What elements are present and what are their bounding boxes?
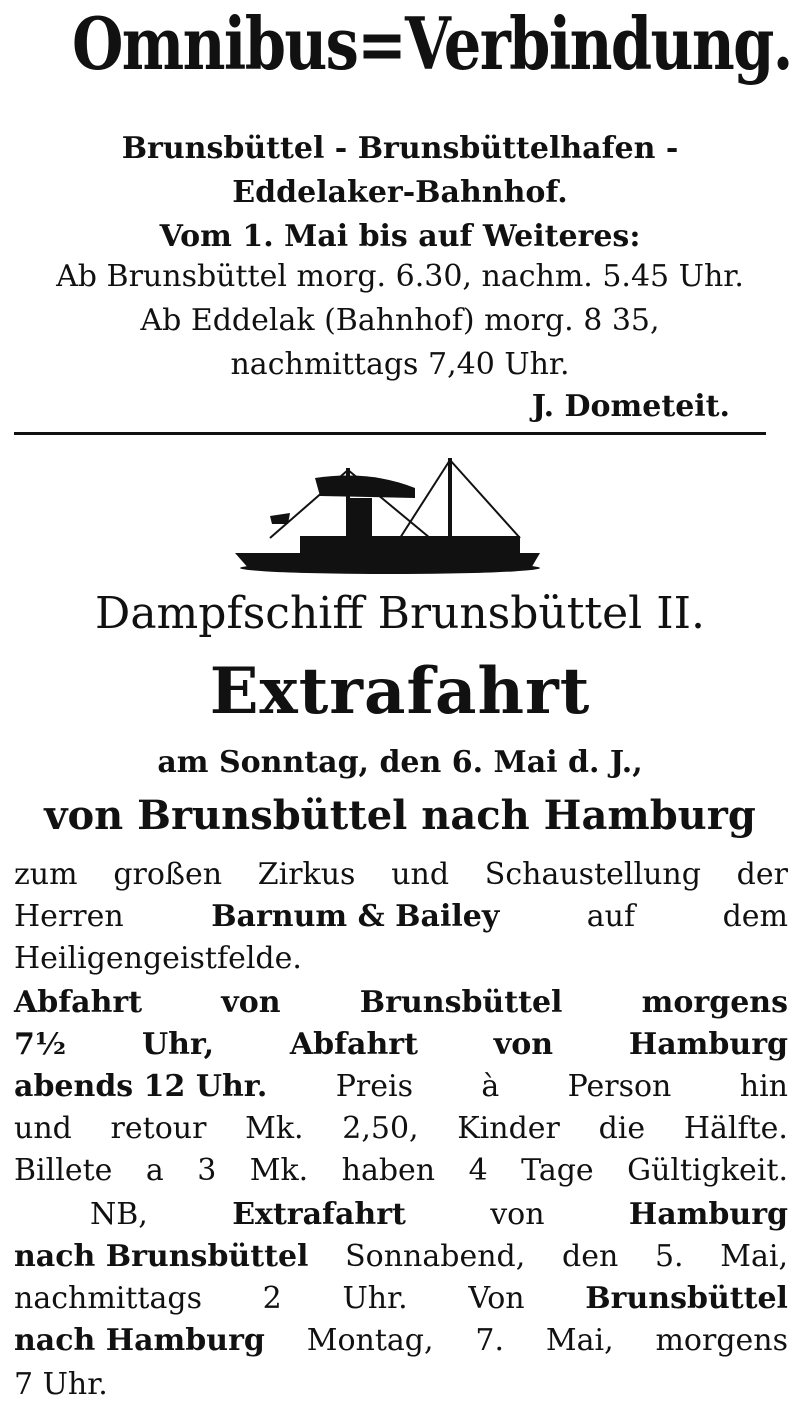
word: nach Brunsbüttel bbox=[14, 1239, 309, 1274]
omnibus-route-line-2: Eddelaker-Bahnhof. bbox=[232, 175, 568, 210]
word: Brunsbüttel bbox=[359, 985, 563, 1020]
word: Heiligengeistfelde. bbox=[14, 941, 302, 976]
paragraph-2-line-3 bbox=[14, 1069, 788, 1104]
omnibus-signature: J. Dometeit. bbox=[531, 389, 730, 424]
word: 7½ bbox=[14, 1027, 67, 1062]
word: retour bbox=[110, 1111, 207, 1146]
extrafahrt-headline: Extrafahrt bbox=[209, 654, 591, 729]
word: Zirkus bbox=[257, 857, 356, 892]
word: Mk. bbox=[245, 1111, 304, 1146]
paragraph-2-line-4 bbox=[14, 1111, 788, 1146]
word: Hamburg bbox=[628, 1027, 788, 1062]
word: die bbox=[598, 1111, 646, 1146]
word: Tage bbox=[521, 1153, 594, 1188]
word: Sonnabend, bbox=[345, 1239, 526, 1274]
paragraph-3-line-3 bbox=[14, 1281, 788, 1316]
word: von bbox=[490, 1197, 545, 1232]
word: Preis bbox=[335, 1069, 413, 1104]
word: 3 bbox=[197, 1153, 217, 1188]
word: NB, bbox=[90, 1197, 148, 1232]
omnibus-route-line-1: Brunsbüttel - Brunsbüttelhafen - bbox=[121, 131, 679, 166]
trip-route: von Brunsbüttel nach Hamburg bbox=[44, 792, 756, 839]
word: Hamburg bbox=[628, 1197, 788, 1232]
word: Hälfte. bbox=[683, 1111, 788, 1146]
word: morgens bbox=[655, 1323, 788, 1358]
word: Mai, bbox=[545, 1323, 614, 1358]
omnibus-departure-2: Ab Eddelak (Bahnhof) morg. 8 35, bbox=[140, 303, 660, 338]
word: Extrafahrt bbox=[232, 1197, 406, 1232]
paragraph-3-line-4 bbox=[14, 1323, 788, 1358]
word: von bbox=[493, 1027, 554, 1062]
word: Abfahrt bbox=[14, 985, 143, 1020]
word: von bbox=[221, 985, 281, 1020]
word: Uhr. bbox=[342, 1281, 408, 1316]
word: Abfahrt bbox=[289, 1027, 418, 1062]
trip-date: am Sonntag, den 6. Mai d. J., bbox=[157, 745, 643, 780]
word: Kinder bbox=[457, 1111, 560, 1146]
word: Person bbox=[567, 1069, 672, 1104]
word: Schaustellung bbox=[484, 857, 701, 892]
word: Mk. bbox=[249, 1153, 309, 1188]
word: der bbox=[736, 857, 788, 892]
section-divider bbox=[14, 432, 766, 435]
word: Montag, bbox=[306, 1323, 434, 1358]
word: Uhr, bbox=[142, 1027, 215, 1062]
paragraph-1-line-1 bbox=[14, 857, 788, 892]
word: a bbox=[145, 1153, 164, 1188]
word: und bbox=[14, 1111, 72, 1146]
word: großen bbox=[113, 857, 223, 892]
word: Von bbox=[468, 1281, 525, 1316]
paragraph-2-line-5 bbox=[14, 1153, 788, 1188]
word: abends 12 Uhr. bbox=[14, 1069, 268, 1104]
paragraph-2-line-2 bbox=[14, 1027, 788, 1062]
word: haben bbox=[341, 1153, 436, 1188]
paragraph-1-line-2 bbox=[14, 899, 788, 934]
word: 7. bbox=[475, 1323, 505, 1358]
performer-names: Barnum & Bailey bbox=[211, 899, 500, 934]
word: 4 bbox=[468, 1153, 488, 1188]
paragraph-1-line-3 bbox=[14, 941, 788, 976]
word: zum bbox=[14, 857, 78, 892]
word: 2 bbox=[262, 1281, 282, 1316]
steamship-illustration bbox=[230, 458, 550, 580]
word: Gültigkeit. bbox=[627, 1153, 788, 1188]
word: 2,50, bbox=[342, 1111, 419, 1146]
word: hin bbox=[739, 1069, 788, 1104]
omnibus-validity: Vom 1. Mai bis auf Weiteres: bbox=[159, 219, 641, 254]
word: auf bbox=[586, 899, 636, 934]
word: Billete bbox=[14, 1153, 113, 1188]
word: den bbox=[561, 1239, 619, 1274]
word: 7 Uhr. bbox=[14, 1367, 108, 1402]
word: Mai, bbox=[720, 1239, 788, 1274]
paragraph-3-line-5 bbox=[14, 1367, 788, 1402]
paragraph-3-line-2 bbox=[14, 1239, 788, 1274]
word: nach Hamburg bbox=[14, 1323, 265, 1358]
word: morgens bbox=[641, 985, 788, 1020]
word: Herren bbox=[14, 899, 124, 934]
word: dem bbox=[722, 899, 788, 934]
omnibus-title: Omnibus=Verbindung. bbox=[72, 1, 792, 86]
omnibus-departure-1: Ab Brunsbüttel morg. 6.30, nachm. 5.45 Uhr. bbox=[56, 259, 744, 294]
word: à bbox=[481, 1069, 500, 1104]
word: und bbox=[391, 857, 450, 892]
paragraph-2-line-1 bbox=[14, 985, 788, 1020]
omnibus-departure-3: nachmittags 7,40 Uhr. bbox=[230, 347, 570, 382]
paragraph-3-line-1 bbox=[90, 1197, 788, 1232]
word: 5. bbox=[654, 1239, 684, 1274]
ship-name-heading: Dampfschiff Brunsbüttel II. bbox=[95, 588, 705, 639]
word: nachmittags bbox=[14, 1281, 202, 1316]
word: Brunsbüttel bbox=[585, 1281, 788, 1316]
